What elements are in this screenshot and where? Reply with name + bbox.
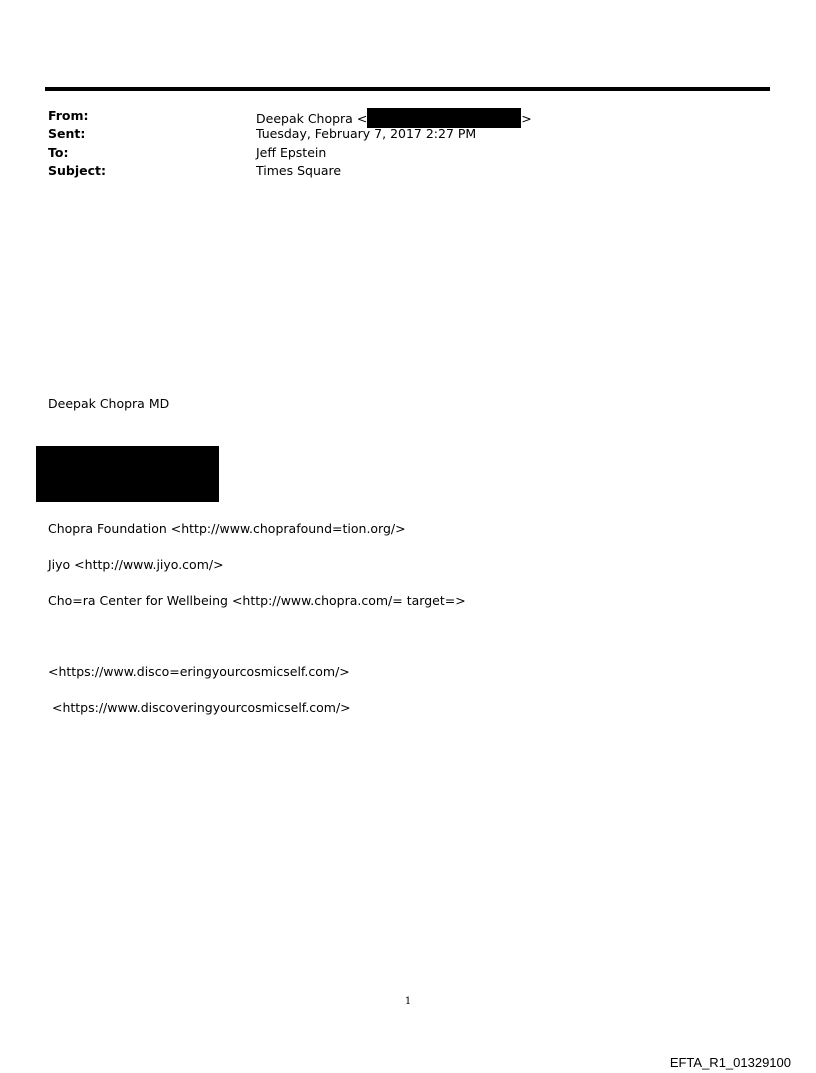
from-value — [256, 108, 532, 128]
from-value-prefix: Deepak Chopra < — [256, 111, 368, 126]
subject-value: Times Square — [256, 163, 342, 178]
redaction-box — [367, 108, 521, 128]
chopra-foundation-link: Chopra Foundation <http://www.choprafound=tion.org/> — [48, 521, 406, 536]
redaction-block — [36, 446, 219, 502]
cosmic-self-link-2: <https://www.discoveringyourcosmicself.com/> — [48, 700, 351, 715]
subject-label: Subject: — [48, 163, 106, 178]
chopra-center-link: Cho=ra Center for Wellbeing <http://www.chopra.com/= target=> — [48, 593, 466, 608]
from-value-suffix: > — [521, 111, 532, 126]
jiyo-link: Jiyo <http://www.jiyo.com/> — [48, 557, 224, 572]
to-value: Jeff Epstein — [256, 145, 327, 160]
from-label: From: — [48, 108, 89, 123]
cosmic-self-link-1: <https://www.disco=eringyourcosmicself.com/> — [48, 664, 350, 679]
to-label: To: — [48, 145, 69, 160]
sent-label: Sent: — [48, 126, 86, 141]
page-number: 1 — [404, 996, 412, 1007]
header-divider — [45, 87, 770, 91]
sent-value: Tuesday, February 7, 2017 2:27 PM — [256, 126, 477, 141]
bates-number: EFTA_R1_01329100 — [669, 1055, 791, 1070]
signature-name: Deepak Chopra MD — [48, 396, 170, 411]
